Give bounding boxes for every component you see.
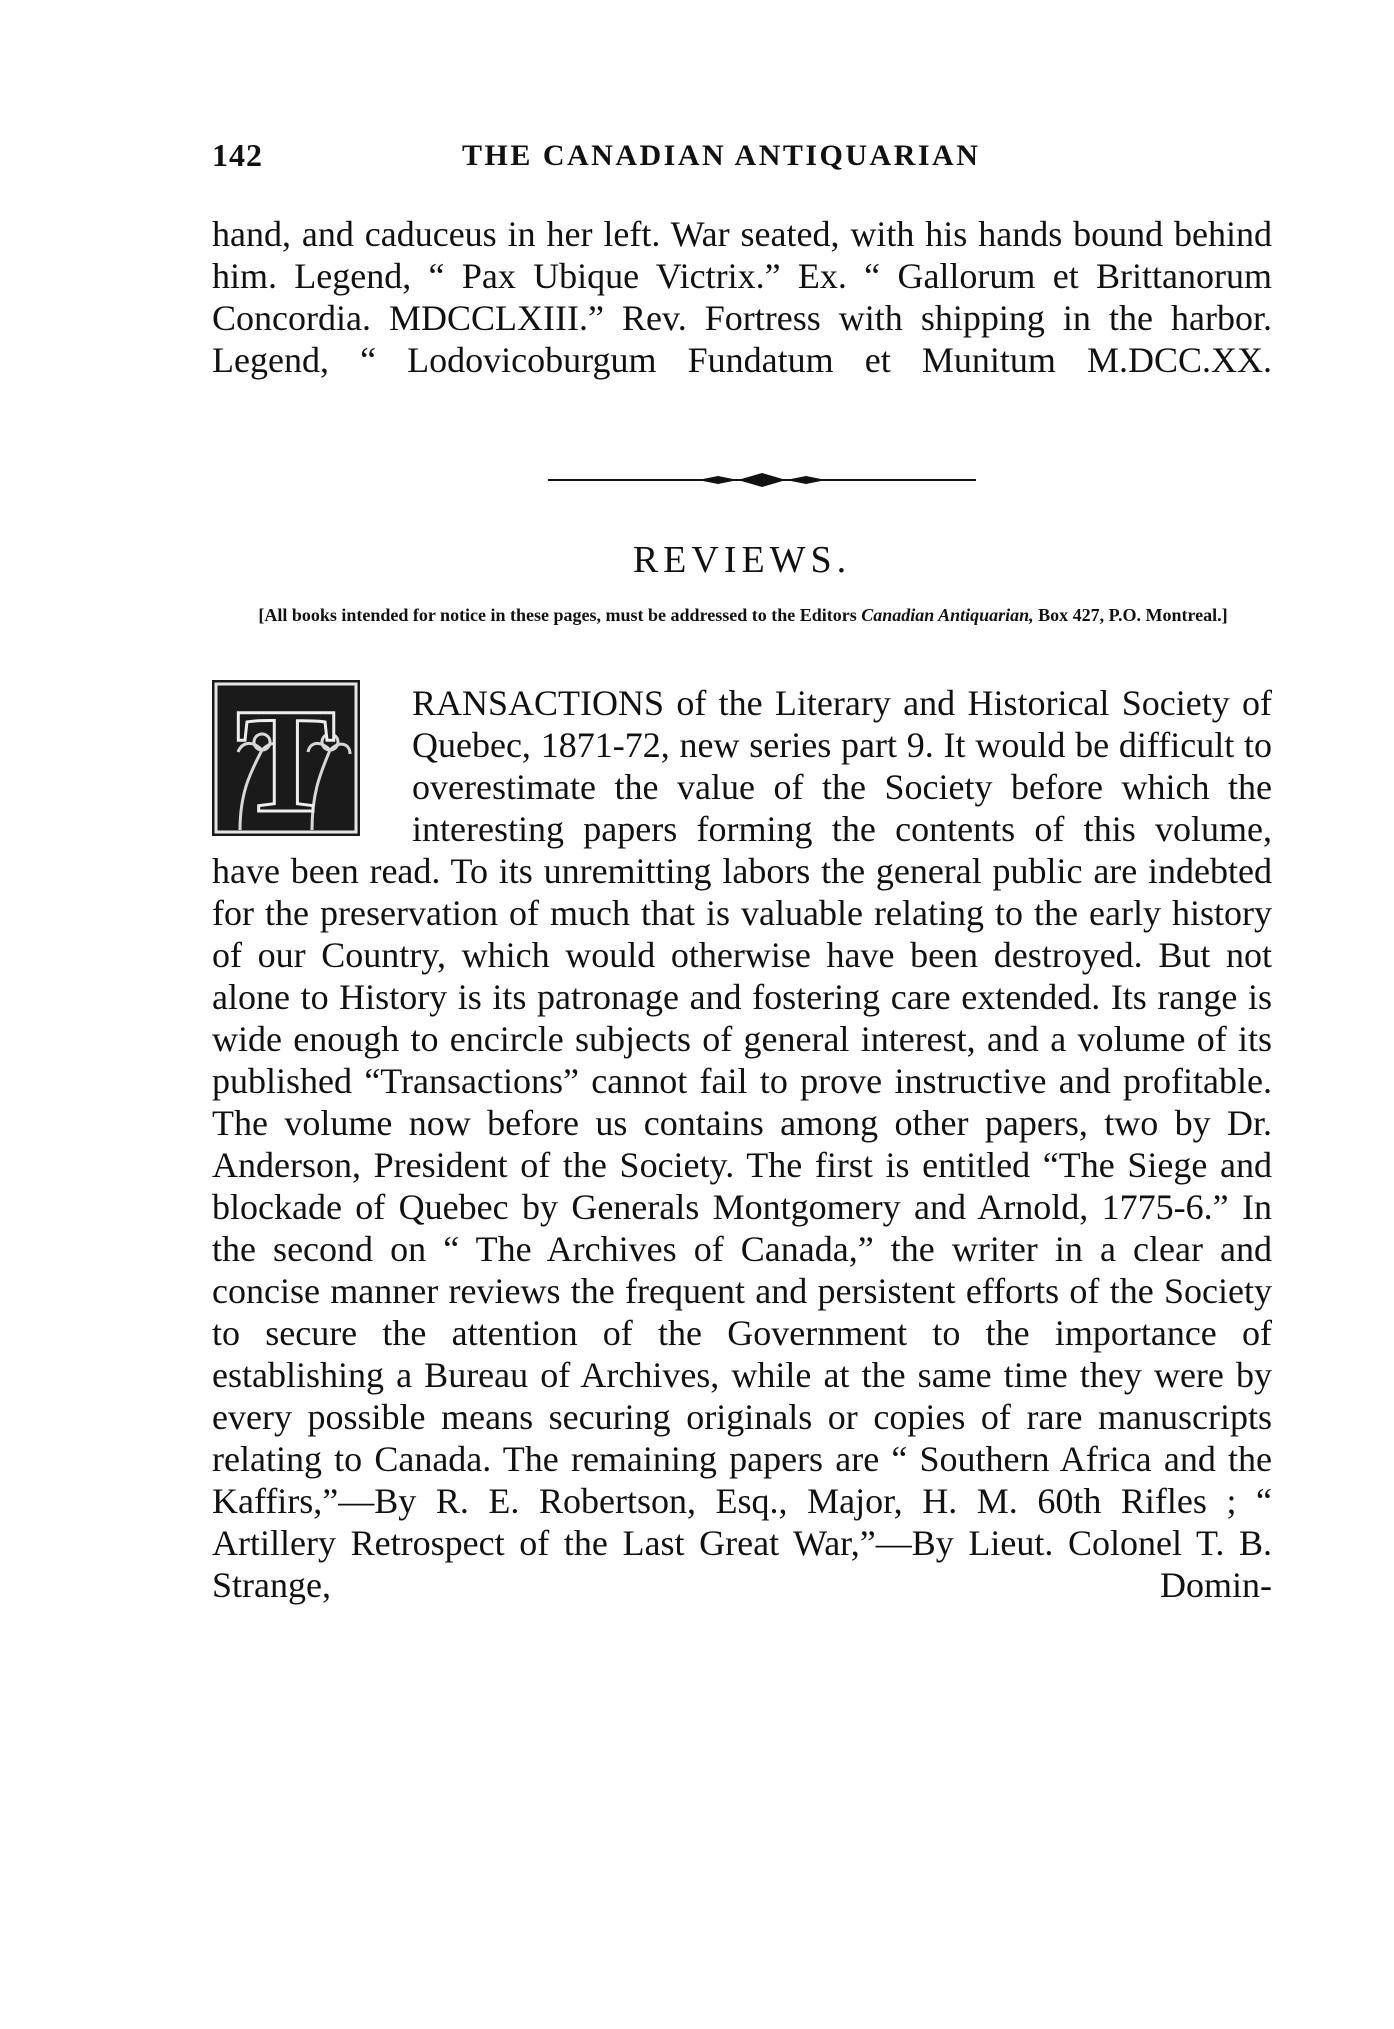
- editorial-note-prefix: [All books intended for notice in these pages, must be addressed to the Editors: [258, 605, 862, 625]
- editorial-note-journal: Canadian Antiquarian,: [861, 605, 1034, 625]
- editorial-note: [212, 603, 1274, 627]
- drop-cap-spacer: [212, 682, 412, 848]
- page-number: 142: [212, 137, 263, 173]
- section-heading: REVIEWS.: [632, 539, 852, 581]
- review-paragraph: [212, 682, 1272, 1862]
- review-text: RANSACTIONS of the Literary and Historical Society of Quebec, 1871-72, new series part 9. It would be difficult to overestimate the value of the Society before which the interesting papers forming the contents of this volume, have been read. To its unremitting labors the general public are indebted for the preservation of much that is valuable relating to the early history of our Country, which would otherwise have been destroyed. But not alone to History is its patronage and fostering care extended. Its range is wide enough to encircle subjects of general interest, and a volume of its published “Transactions” cannot fail to prove instructive and profitable. The volume now before us contains among other papers, two by Dr. Anderson, President of the Society. The first is entitled “The Siege and blockade of Quebec by Generals Montgomery and Arnold, 1775-6.” In the second on “ The Archives of Canada,” the writer in a clear and concise manner reviews the frequent and persistent efforts of the Society to secure the attention of the Government to the importance of establishing a Bureau of Archives, while at the same time they were by every possible means securing originals or copies of rare manuscripts relating to Canada. The remaining papers are “ Southern Africa and the Kaffirs,”—By R. E. Robertson, Esq., Major, H. M. 60th Rifles ; “ Artillery Retrospect of the Last Great War,”—By Lieut. Colonel T. B. Strange, Domin-: [212, 683, 1272, 1605]
- continued-paragraph: hand, and caduceus in her left. War seated, with his hands bound behind him. Legend, “ Pax Ubique Victrix.” Ex. “ Gallorum et Brittanorum Concordia. MDCCLXIII.” Rev. Fortress with shipping in the harbor. Legend, “ Lodovicoburgum Fundatum et Munitum M.DCC.XX.: [212, 214, 1272, 380]
- ornamental-divider: [548, 470, 976, 490]
- drop-cap-letter: T: [235, 680, 337, 836]
- editorial-note-suffix: Box 427, P.O. Montreal.]: [1033, 605, 1228, 625]
- running-title: THE CANADIAN ANTIQUARIAN: [462, 139, 981, 172]
- running-head: [212, 137, 1278, 181]
